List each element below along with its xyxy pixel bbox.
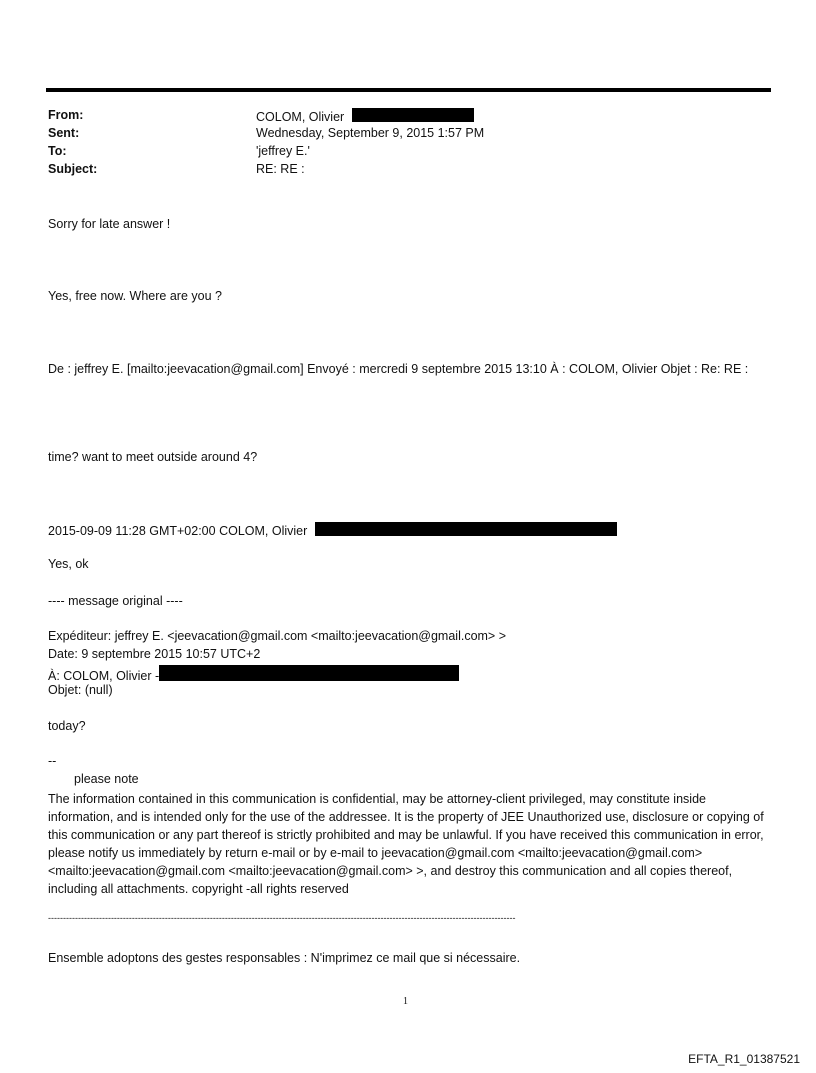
signature-separator: -- (48, 754, 57, 768)
document-id: EFTA_R1_01387521 (688, 1052, 800, 1066)
page-number: 1 (403, 996, 408, 1007)
body-line-time: time? want to meet outside around 4? (48, 450, 258, 464)
body-line-free-now: Yes, free now. Where are you ? (48, 289, 222, 303)
body-line-today: today? (48, 719, 86, 733)
disclaimer: The information contained in this communication is confidential, may be attorney-client privileged, may constitute inside information, and is intended only for the use of the addressee. It is the property of JEE Unauthorized use, disclosure or copying of this communication or any part thereof is strictly prohibited and may be unlawful. If you have received this communication in error, please notify us immediately by return e-mail or by e-mail to jeevacation@gmail.com <mailto:jeevacation@gmail.com> <mailto:jeevacation@gmail.com <mailto:jeevacation@gmail.com> >, and destroy this communication and all copies thereof, including all attachments. copyright -all rights reserved (48, 792, 764, 896)
redaction-bar (159, 665, 459, 681)
redaction-bar (352, 108, 474, 122)
body-line-yes-ok: Yes, ok (48, 557, 89, 571)
top-rule (46, 88, 771, 92)
redaction-bar (315, 522, 617, 536)
quoted-header: De : jeffrey E. [mailto:jeevacation@gmail.com] Envoyé : mercredi 9 septembre 2015 13:10 À : COLOM, Olivier Objet : Re: RE : (48, 362, 749, 376)
sent-label: Sent: (48, 126, 80, 140)
from-label: From: (48, 108, 84, 122)
please-note: please note (74, 772, 139, 786)
to-label: To: (48, 144, 67, 158)
subject-value: RE: RE : (256, 162, 305, 176)
original-message-marker: ---- message original ---- (48, 594, 183, 608)
to-value: 'jeffrey E.' (256, 144, 310, 158)
reply-header (48, 522, 617, 538)
orig-subject: Objet: (null) (48, 683, 113, 697)
subject-label: Subject: (48, 162, 98, 176)
orig-date: Date: 9 septembre 2015 10:57 UTC+2 (48, 647, 261, 661)
sent-value: Wednesday, September 9, 2015 1:57 PM (256, 126, 485, 140)
orig-to-text: À: COLOM, Olivier - (48, 669, 160, 683)
orig-to (48, 665, 459, 683)
dash-rule: ------------------------------------------------------------------------------------------------------------------------------------------------------------ (48, 913, 516, 923)
reply-header-text: 2015-09-09 11:28 GMT+02:00 COLOM, Olivier (48, 524, 308, 538)
orig-from: Expéditeur: jeffrey E. <jeevacation@gmail.com <mailto:jeevacation@gmail.com> > (48, 629, 507, 643)
from-value (256, 108, 474, 124)
body-line-sorry: Sorry for late answer ! (48, 217, 171, 231)
footer-note: Ensemble adoptons des gestes responsables : N'imprimez ce mail que si nécessaire. (48, 951, 521, 965)
from-name: COLOM, Olivier (256, 110, 345, 124)
